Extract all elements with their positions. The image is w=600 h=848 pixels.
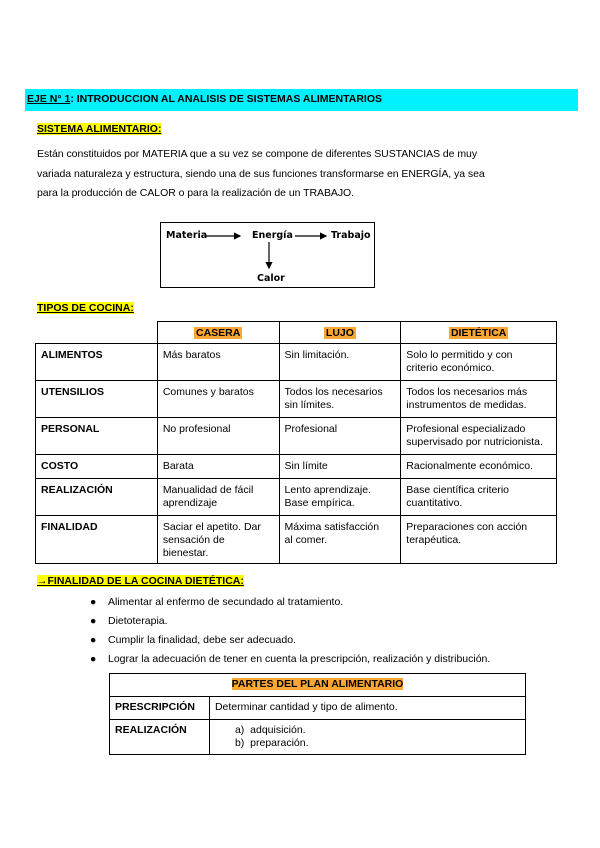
bullet-icon: ● [90, 615, 97, 627]
title-text: : INTRODUCCION AL ANALISIS DE SISTEMAS ALIMENTARIOS [70, 93, 383, 105]
cell-casera: Comunes y baratos [157, 381, 279, 418]
row-label: UTENSILIOS [36, 381, 158, 418]
cell-casera: No profesional [157, 418, 279, 455]
list-item: a) adquisición. [234, 724, 306, 736]
plan-heading: PARTES DEL PLAN ALIMENTARIO [110, 674, 526, 697]
row-label: ALIMENTOS [36, 344, 158, 381]
plan-table [109, 673, 526, 755]
row-label: COSTO [36, 455, 158, 479]
energy-diagram [160, 222, 375, 288]
bullet-icon: ● [90, 653, 97, 665]
tipos-heading: TIPOS DE COCINA: [37, 302, 134, 314]
sistema-line-1: Están constituidos por MATERIA que a su vez se compone de diferentes SUSTANCIAS de muy [37, 148, 478, 160]
diagram-materia: Materia [166, 230, 208, 241]
realizacion-list [209, 720, 525, 755]
col-lujo: LUJO [279, 322, 401, 344]
cell-dietetica: Profesional especializado supervisado por nutricionista. [401, 418, 557, 455]
plan-header-row [110, 674, 526, 697]
table-row [36, 479, 557, 516]
table-row [110, 720, 526, 755]
cell-dietetica: Racionalmente económico. [401, 455, 557, 479]
cell-lujo: Sin límite [279, 455, 401, 479]
cell-dietetica: Solo lo permitido y con criterio económico. [401, 344, 557, 381]
diagram-calor: Calor [257, 273, 285, 284]
sistema-heading: SISTEMA ALIMENTARIO: [37, 123, 162, 135]
row-label: FINALIDAD [36, 516, 158, 564]
table-row [36, 455, 557, 479]
cell-lujo: Profesional [279, 418, 401, 455]
sistema-line-3: para la producción de CALOR o para la realización de un TRABAJO. [37, 187, 355, 199]
cell-dietetica: Todos los necesarios más instrumentos de medidas. [401, 381, 557, 418]
title-label: EJE N° 1 [27, 93, 71, 105]
tipos-table [35, 321, 557, 564]
list-item: b) preparación. [234, 737, 309, 749]
bullet-icon: ● [90, 634, 97, 646]
page-title [27, 93, 382, 105]
empty-corner [36, 322, 158, 344]
prescripcion-value: Determinar cantidad y tipo de alimento. [209, 697, 525, 720]
cell-lujo: Todos los necesarios sin límites. [279, 381, 401, 418]
col-casera: CASERA [157, 322, 279, 344]
table-row [110, 697, 526, 720]
sistema-line-2: variada naturaleza y estructura, siendo una de sus funciones transformarse en ENERGÍA, ya sea [37, 168, 485, 180]
bullet-icon: ● [90, 596, 97, 608]
cell-lujo: Sin limitación. [279, 344, 401, 381]
cell-casera: Barata [157, 455, 279, 479]
row-label: PERSONAL [36, 418, 158, 455]
table-row [36, 344, 557, 381]
table-row [36, 516, 557, 564]
diagram-trabajo: Trabajo [331, 230, 371, 241]
col-dietetica: DIETÉTICA [401, 322, 557, 344]
cell-casera: Manualidad de fácil aprendizaje [157, 479, 279, 516]
cell-dietetica: Preparaciones con acción terapéutica. [401, 516, 557, 564]
cell-dietetica: Base científica criterio cuantitativo. [401, 479, 557, 516]
finalidad-heading: →FINALIDAD DE LA COCINA DIETÉTICA: [37, 575, 244, 587]
cell-lujo: Máxima satisfacción al comer. [279, 516, 401, 564]
table-row [36, 381, 557, 418]
cell-casera: Saciar el apetito. Dar sensación de bienestar. [157, 516, 279, 564]
row-label: REALIZACIÓN [36, 479, 158, 516]
realizacion-label: REALIZACIÓN [110, 720, 210, 755]
tipos-header-row [36, 322, 557, 344]
diagram-energia: Energía [252, 230, 293, 241]
prescripcion-label: PRESCRIPCIÓN [110, 697, 210, 720]
cell-casera: Más baratos [157, 344, 279, 381]
table-row [36, 418, 557, 455]
cell-lujo: Lento aprendizaje. Base empírica. [279, 479, 401, 516]
